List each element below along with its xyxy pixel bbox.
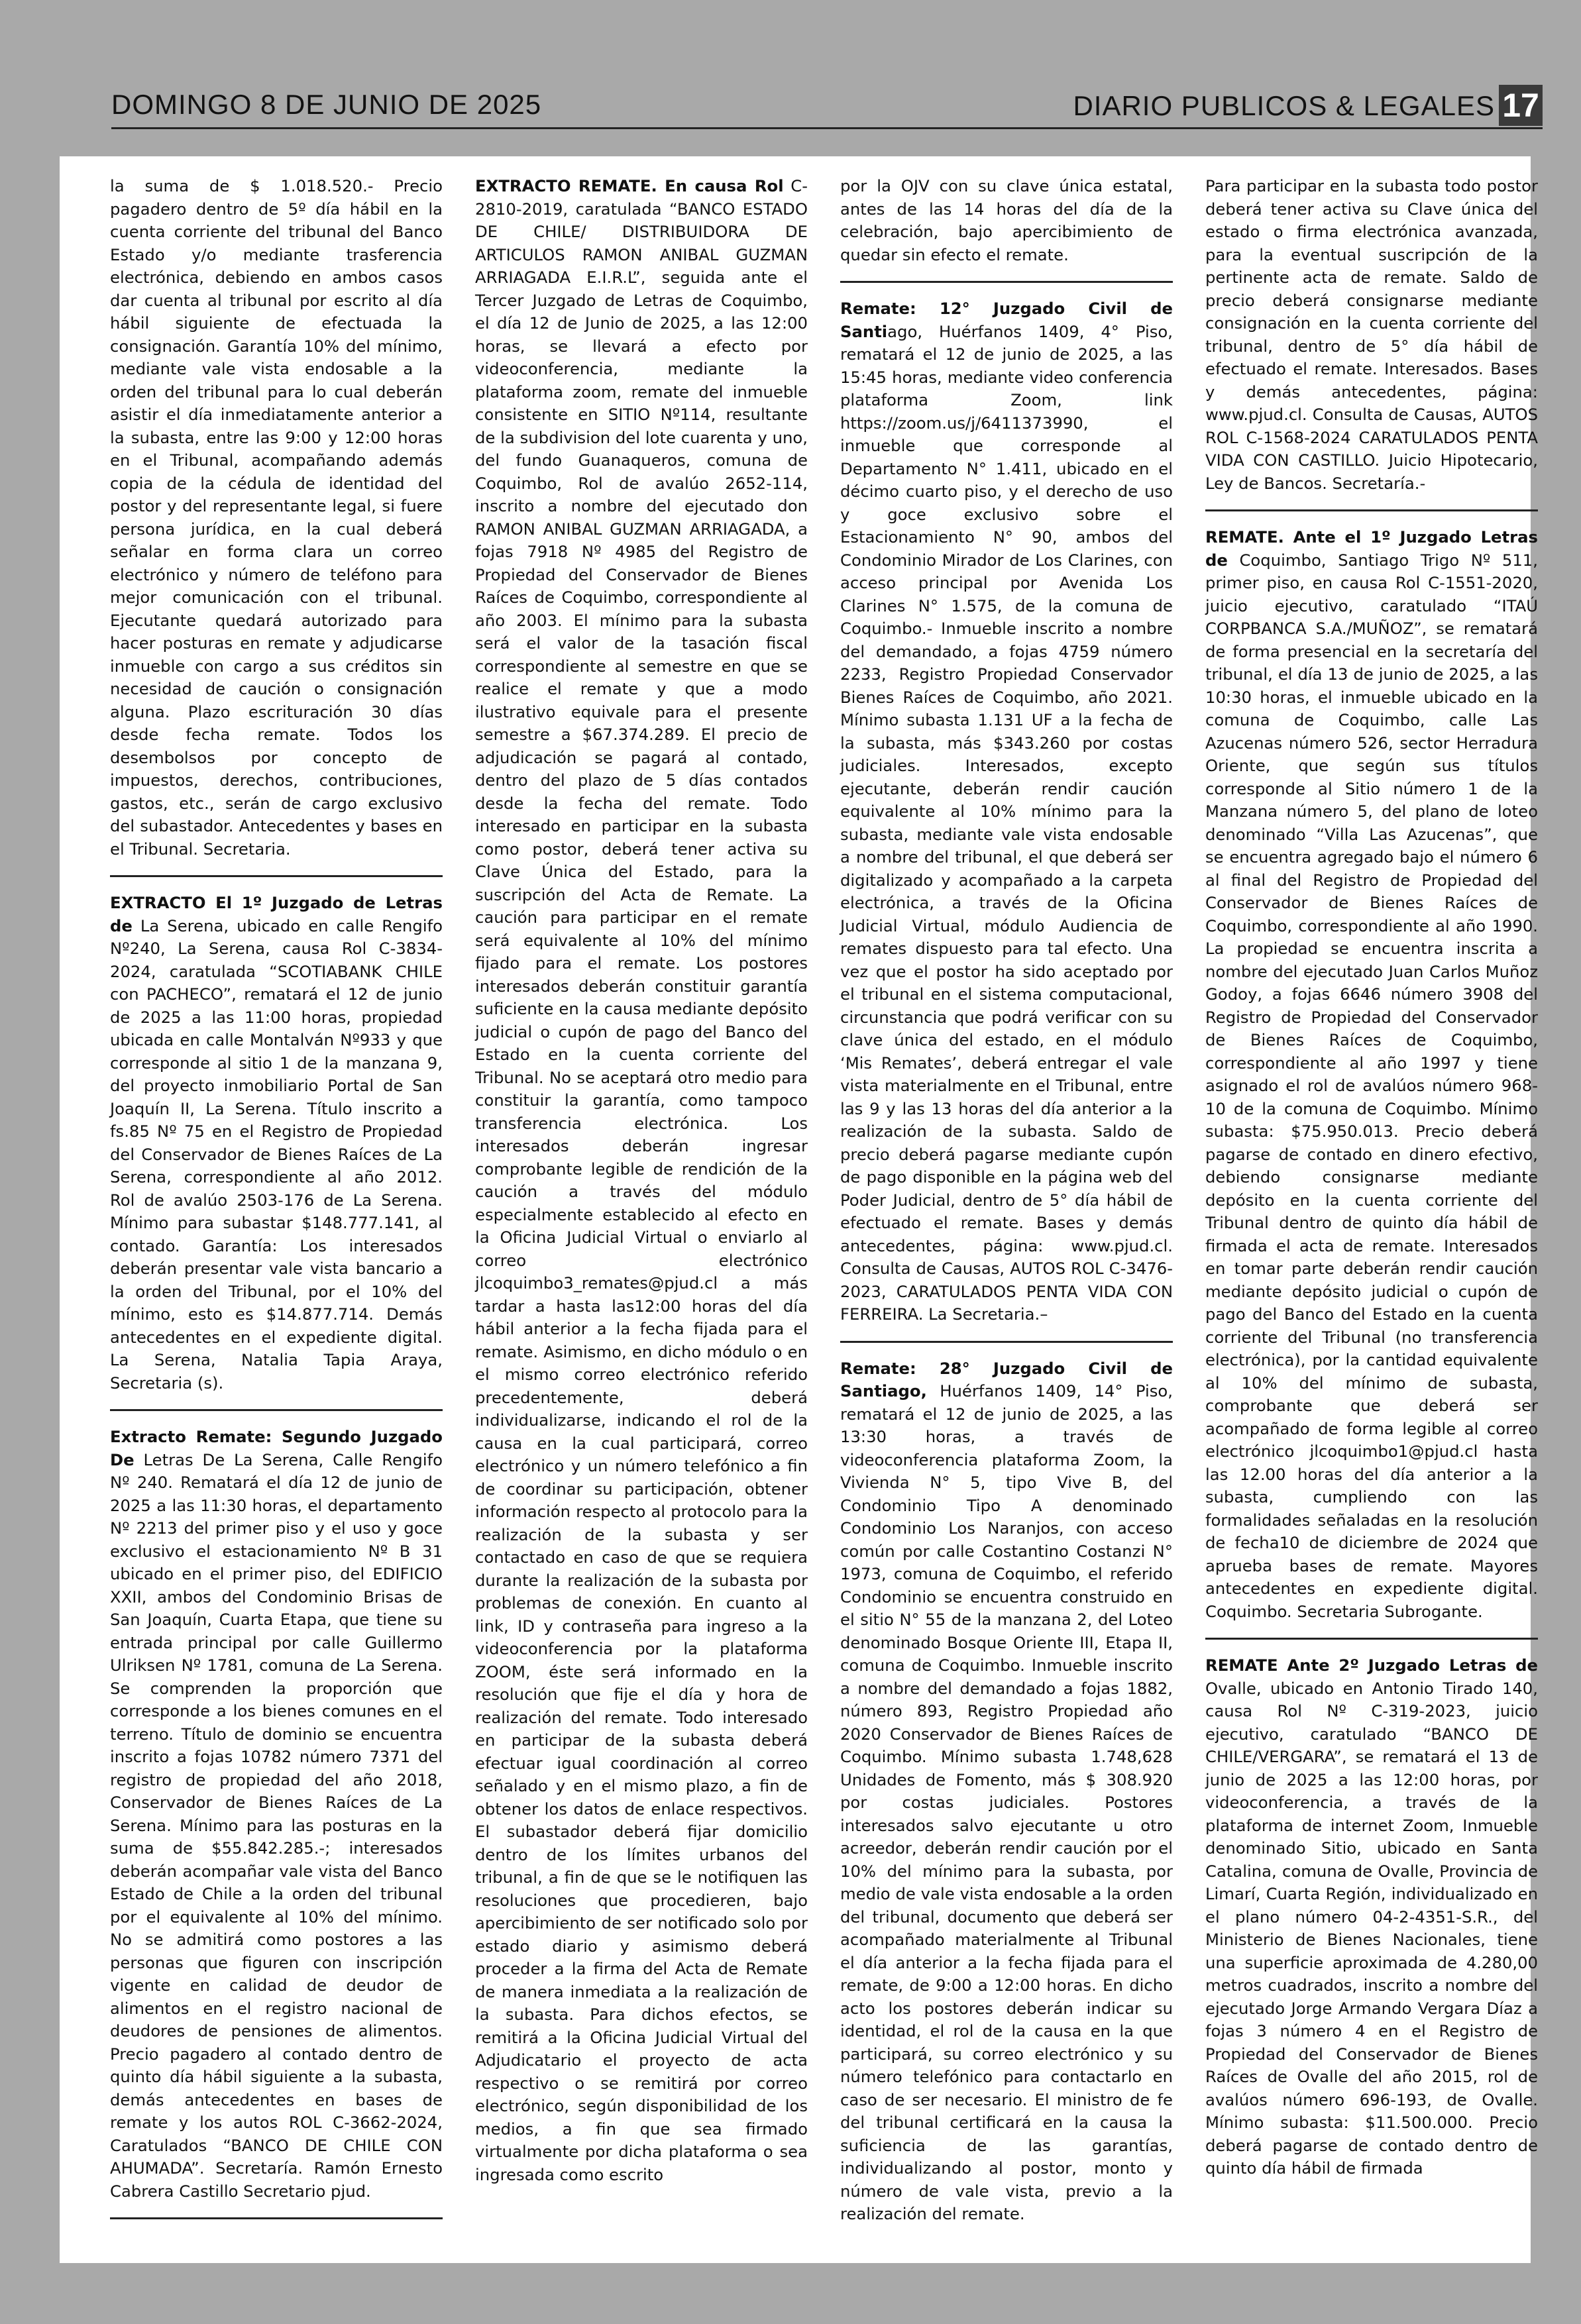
- notice-body: Ovalle, ubicado en Antonio Tirado 140, causa Rol Nº C-319-2023, juicio ejecutivo, caratulado “BANCO DE CHILE/VERGARA”, se rematará el 13 de junio de 2025 a las 12:00 horas, por videoconferencia, a través de la plataforma de internet Zoom, Inmueble denominado Sitio, ubicado en Santa Catalina, comuna de Ovalle, Provincia de Limarí, Cuarta Región, individualizado en el plano número 04-2-4351-S.R., del Ministerio de Bienes Nacionales, tiene una superficie aproximada de 4.280,00 metros cuadrados, inscrito a nombre del ejecutado Jorge Armando Vergara Díaz a fojas 3 número 4 en el Registro de Propiedad del Conservador de Bienes Raíces de Ovalle del año 2015, rol de avalúos número 696-193, de Ovalle. Mínimo subasta: $11.500.000. Precio deberá pagarse de contado dentro de quinto día hábil de firmada: [1205, 1678, 1538, 2178]
- notice-separator: [110, 2217, 443, 2219]
- notice: [1205, 1654, 1538, 2180]
- notice: [110, 1426, 443, 2203]
- notice-text: [1205, 1654, 1538, 2180]
- notice-text: [1205, 175, 1538, 495]
- notice-title: REMATE. Ante el 1º Juzgado Letras de: [1205, 527, 1538, 570]
- page-header: [0, 0, 1581, 156]
- notice-text: [475, 175, 808, 2186]
- notice-text: [840, 175, 1173, 266]
- notice-body: la suma de $ 1.018.520.- Precio pagadero dentro de 5º día hábil en la cuenta corriente del tribunal del Banco Estado y/o mediante trasferencia electrónica, debiendo en ambos casos dar cuenta al tribunal por escrito al día hábil siguiente de efectuada la consignación. Garantía 10% del mínimo, mediante vale vista endosable a la orden del tribunal para lo cual deberán asistir el día inmediatamente anterior a la subasta, entre las 9:00 y 12:00 horas en el Tribunal, acompañando además copia de la cédula de identidad del postor y del representante legal, si fuere persona jurídica, en la cual deberá señalar en forma clara un correo electrónico y número de teléfono para mejor comunicación con el tribunal. Ejecutante quedará autorizado para hacer posturas en remate y adjudicarse inmueble con cargo a sus créditos sin necesidad de caución o consignación alguna. Plazo escrituración 30 días desde fecha remate. Todos los desembolsos por concepto de impuestos, derechos, contribuciones, gastos, etc., serán de cargo exclusivo del subastador. Antecedentes y bases en el Tribunal. Secretaria.: [110, 176, 443, 859]
- column-4: [1205, 175, 1538, 2180]
- notice-title: EXTRACTO REMATE. En causa Rol: [475, 176, 784, 195]
- notice-title: Remate: 12° Juzgado Civil de Santi: [840, 299, 1173, 341]
- notice-title: REMATE Ante 2º Juzgado Letras de: [1205, 1656, 1538, 1675]
- notice-text: [1205, 526, 1538, 1623]
- column-3: [840, 175, 1173, 2226]
- notice-text: [840, 1357, 1173, 2226]
- notice-text: [840, 297, 1173, 1326]
- notice-separator: [1205, 1638, 1538, 1640]
- notice-body: La Serena, ubicado en calle Rengifo Nº240, La Serena, causa Rol C-3834-2024, caratulada “SCOTIABANK CHILE con PACHECO”, rematará el 12 de junio de 2025 a las 11:00 horas, propiedad ubicada en calle Montalván Nº933 y que corresponde al sitio 1 de la manzana 9, del proyecto inmobiliario Portal de San Joaquín II, La Serena. Título inscrito a fs.85 Nº 75 en el Registro de Propiedad del Conservador de Bienes Raíces de La Serena, correspondiente al año 2012. Rol de avalúo 2503-176 de La Serena. Mínimo para subastar $148.777.141, al contado. Garantía: Los interesados deberán presentar vale vista bancario a la orden del Tribunal, por el 10% del mínimo, esto es $14.877.714. Demás antecedentes en el expediente digital. La Serena, Natalia Tapia Araya, Secretaria (s).: [110, 916, 443, 1393]
- page-sheet: [60, 156, 1538, 2263]
- header-newspaper-name: DIARIO PUBLICOS & LEGALES: [1073, 90, 1495, 121]
- notice: [475, 175, 808, 2186]
- notice-text: [110, 175, 443, 861]
- notice-title: EXTRACTO El 1º Juzgado de Letras de: [110, 893, 443, 935]
- notice: [110, 175, 443, 861]
- notice-body: Coquimbo, Santiago Trigo Nº 511, primer piso, en causa Rol C-1551-2020, juicio ejecutivo, caratulado “ITAÚ CORPBANCA S.A./MUÑOZ”, se rematará de forma presencial en la secretaría del tribunal, el día 13 de junio de 2025, a las 10:30 horas, el inmueble ubicado en la comuna de Coquimbo, calle Las Azucenas número 526, sector Herradura Oriente, que según sus títulos corresponde al Sitio número 1 de la Manzana número 5, del plano de loteo denominado “Villa Las Azucenas”, que se encuentra agregado bajo el número 6 al final del Registro de Propiedad del Conservador de Bienes Raíces de Coquimbo, correspondiente al año 1990. La propiedad se encuentra inscrita a nombre del ejecutado Juan Carlos Muñoz Godoy, a fojas 6646 número 3908 del Registro de Propiedad del Conservador de Bienes Raíces de Coquimbo, correspondiente al año 1997 y tiene asignado el rol de avalúos número 968-10 de la comuna de Coquimbo. Mínimo subasta: $75.950.013. Precio deberá pagarse de contado en dinero efectivo, debiendo consignarse mediante depósito en la cuenta corriente del Tribunal dentro de quinto día hábil de firmada el acta de remate. Interesados en tomar parte deberán rendir caución mediante depósito judicial o cupón de pago del Banco del Estado en la cuenta corriente del Tribunal (no transferencia electrónica), por la cantidad equivalente al 10% del mínimo de subasta, comprobante que deberá ser acompañado de forma legible al correo electrónico jlcoquimbo1@pjud.cl hasta las 12.00 horas del día anterior a la subasta, cumpliendo con las formalidades señaladas en la resolución de fecha10 de diciembre de 2024 que aprueba bases de remate. Mayores antecedentes en expediente digital. Coquimbo. Secretaria Subrogante.: [1205, 550, 1538, 1621]
- notice: [1205, 526, 1538, 1623]
- notice-body: Letras De La Serena, Calle Rengifo Nº 240. Rematará el día 12 de junio de 2025 a las 11:30 horas, el departamento Nº 2213 del primer piso y el uso y goce exclusivo el estacionamiento Nº B 31 ubicado en el primer piso, del EDIFICIO XXII, ambos del Condominio Brisas de San Joaquín, Cuarta Etapa, que tiene su entrada principal por calle Guillermo Ulriksen Nº 1781, comuna de La Serena. Se comprenden la proporción que corresponde a los bienes comunes en el terreno. Título de dominio se encuentra inscrito a fojas 10782 número 7371 del registro de propiedad del año 2018, Conservador de Bienes Raíces de La Serena. Mínimo para las posturas en la suma de $55.842.285.-; interesados deberán acompañar vale vista del Banco Estado de Chile a la orden del tribunal por el equivalente al 10% del mínimo. No se admitirá como postores a las personas que figuren con inscripción vigente en calidad de deudor de alimentos en el registro nacional de deudores de pensiones de alimentos. Precio pagadero al contado dentro de quinto día hábil siguiente a la subasta, demás antecedentes en bases de remate y los autos ROL C-3662-2024, Caratulados “BANCO DE CHILE CON AHUMADA”. Secretaría. Ramón Ernesto Cabrera Castillo Secretario pjud.: [110, 1450, 443, 2201]
- notice: [1205, 175, 1538, 495]
- notice-body: Huérfanos 1409, 14° Piso, rematará el 12 de junio de 2025, a las 13:30 horas, a través de videoconferencia plataforma Zoom, la Vivienda N° 5, tipo Vive B, del Condominio Tipo A denominado Condominio Los Naranjos, con acceso común por calle Costantino Costanzi N° 1973, comuna de Coquimbo, el referido Condominio se encuentra construido en el sitio N° 55 de la manzana 2, del Loteo denominado Bosque Oriente III, Etapa II, comuna de Coquimbo. Inmueble inscrito a nombre del demandado a fojas 1882, número 893, Registro Propiedad año 2020 Conservador de Bienes Raíces de Coquimbo. Mínimo subasta 1.748,628 Unidades de Fomento, más $ 308.920 por costas judiciales. Postores interesados salvo ejecutante u otro acreedor, deberán rendir caución por el 10% del mínimo para la subasta, por medio de vale vista endosable a la orden del tribunal, documento que deberá ser acompañado materialmente al Tribunal el día anterior a la fecha fijada para el remate, de 9:00 a 12:00 horas. En dicho acto los postores deberán indicar su identidad, el rol de la causa en la que participará, su correo electrónico y su número telefónico para contactarlo en caso de ser necesario. El ministro de fe del tribunal certificará en la causa la suficiencia de las garantías, individualizando al postor, monto y número de vale vista, previo a la realización del remate.: [840, 1381, 1173, 2223]
- column-1: [110, 175, 443, 2234]
- notice-separator: [110, 1409, 443, 1411]
- header-rule: [111, 127, 1543, 129]
- notice: [840, 297, 1173, 1326]
- page-number: 17: [1499, 85, 1543, 126]
- notice-text: [110, 892, 443, 1395]
- column-2: [475, 175, 808, 2186]
- notice-title: Remate: 28° Juzgado Civil de Santiago,: [840, 1358, 1173, 1400]
- notice: [840, 1357, 1173, 2226]
- notice-body: por la OJV con su clave única estatal, antes de las 14 horas del día de la celebración, bajo apercibimiento de quedar sin efecto el remate.: [840, 176, 1173, 264]
- notice-separator: [110, 875, 443, 877]
- notice-separator: [840, 281, 1173, 283]
- notice-body: ago, Huérfanos 1409, 4° Piso, rematará el 12 de junio de 2025, a las 15:45 horas, mediante video conferencia plataforma Zoom, link https://zoom.us/j/6411373990, el inmueble que corresponde al Departamento N° 1.411, ubicado en el décimo cuarto piso, y el derecho de uso y goce exclusivo sobre el Estacionamiento N° 90, ambos del Condominio Mirador de Los Clarines, con acceso principal por Avenida Los Clarines N° 1.575, de la comuna de Coquimbo.- Inmueble inscrito a nombre del demandado, a fojas 4759 número 2233, Registro Propiedad Conservador Bienes Raíces de Coquimbo, año 2021. Mínimo subasta 1.131 UF a la fecha de la subasta, más $343.260 por costas judiciales. Interesados, excepto ejecutante, deberán rendir caución equivalente al 10% mínimo para la subasta, mediante vale vista endosable a nombre del tribunal, el que deberá ser digitalizado y acompañado a la carpeta electrónica, a través de la Oficina Judicial Virtual, módulo Audiencia de remates dispuesto para tal efecto. Una vez que el postor ha sido aceptado por el tribunal en el sistema computacional, circunstancia que podrá verificar con su clave única del estado, en el módulo ‘Mis Remates’, deberá entregar el vale vista materialmente en el Tribunal, entre las 9 y las 13 horas del día anterior a la realización de la subasta. Saldo de precio deberá pagarse mediante cupón de pago disponible en la página web del Poder Judicial, dentro de 5° día hábil de efectuado el remate. Bases y demás antecedentes, página: www.pjud.cl. Consulta de Causas, AUTOS ROL C-3476-2023, CARATULADOS PENTA VIDA CON FERREIRA. La Secretaria.–: [840, 321, 1173, 1324]
- notice-body: C-2810-2019, caratulada “BANCO ESTADO DE CHILE/ DISTRIBUIDORA DE ARTICULOS RAMON ANIBAL GUZMAN ARRIAGADA E.I.R.L”, seguida ante el Tercer Juzgado de Letras de Coquimbo, el día 12 de Junio de 2025, a las 12:00 horas, se llevará a efecto por videoconferencia, mediante la plataforma zoom, remate del inmueble consistente en SITIO Nº114, resultante de la subdivision del lote cuarenta y uno, del fundo Guanaqueros, comuna de Coquimbo, Rol de avalúo 2652-114, inscrito a nombre del ejecutado don RAMON ANIBAL GUZMAN ARRIAGADA, a fojas 7918 Nº 4985 del Registro de Propiedad del Conservador de Bienes Raíces de Coquimbo, correspondiente al año 2003. El mínimo para la subasta será el valor de la tasación fiscal correspondiente al semestre en que se realice el remate y que a modo ilustrativo equivale para el presente semestre a $67.374.289. El precio de adjudicación se pagará al contado, dentro del plazo de 5 días contados desde la fecha del remate. Todo interesado en participar en la subasta como postor, deberá tener activa su Clave Única del Estado, para la suscripción del Acta de Remate. La caución para participar en el remate será equivalente al 10% del mínimo fijado para el remate. Los postores interesados deberán constituir garantía suficiente en la causa mediante depósito judicial o cupón de pago del Banco del Estado en la cuenta corriente del Tribunal. No se aceptará otro medio para constituir la garantía, como tampoco transferencia electrónica. Los interesados deberán ingresar comprobante legible de rendición de la caución a través del módulo especialmente establecido al efecto en la Oficina Judicial Virtual o enviarlo al correo electrónico jlcoquimbo3_remates@pjud.cl a más tardar a hasta las12:00 horas del día hábil anterior a la fecha fijada para el remate. Asimismo, en dicho módulo o en el mismo correo electrónico referido precedentemente, deberá individualizarse, indicando el rol de la causa en la cual participará, correo electrónico y un número telefónico a fin de coordinar su participación, obtener información respecto al protocolo para la realización de la subasta y ser contactado en caso de que se requiera durante la realización de la subasta por problemas de conexión. En cuanto al link, ID y contraseña para ingreso a la videoconferencia por la plataforma ZOOM, éste será informado en la resolución que fije el día y hora de realización del remate. Todo interesado en participar de la subasta deberá efectuar igual coordinación al correo señalado y en el mismo plazo, a fin de obtener los datos de enlace respectivos. El subastador deberá fijar domicilio dentro de los límites urbanos del tribunal, a fin de que se le notifiquen las resoluciones que procedieren, bajo apercibimiento de ser notificado solo por estado diario y asimismo deberá proceder a la firma del Acta de Remate de manera inmediata a la realización de la subasta. Para dichos efectos, se remitirá a la Oficina Judicial Virtual del Adjudicatario el proyecto de acta respectivo o se remitirá por correo electrónico, según disponibilidad de los medios, a fin que sea firmado virtualmente por dicha plataforma o sea ingresada como escrito: [475, 176, 808, 2184]
- header-date: DOMINGO 8 DE JUNIO DE 2025: [111, 89, 542, 120]
- notice-separator: [840, 1341, 1173, 1343]
- notice-body: Para participar en la subasta todo postor deberá tener activa su Clave única del estado o firma electrónica avanzada, para la eventual suscripción de la pertinente acta de remate. Saldo de precio deberá consignarse mediante consignación en la cuenta corriente del tribunal, dentro de 5° día hábil de efectuado el remate. Interesados. Bases y demás antecedentes, página: www.pjud.cl. Consulta de Causas, AUTOS ROL C-1568-2024 CARATULADOS PENTA VIDA CON CASTILLO. Juicio Hipotecario, Ley de Bancos. Secretaría.-: [1205, 176, 1538, 493]
- notice-text: [110, 1426, 443, 2203]
- notice: [840, 175, 1173, 266]
- notice: [110, 892, 443, 1395]
- notice-separator: [1205, 509, 1538, 511]
- notice-title: Extracto Remate: Segundo Juzgado De: [110, 1427, 443, 1469]
